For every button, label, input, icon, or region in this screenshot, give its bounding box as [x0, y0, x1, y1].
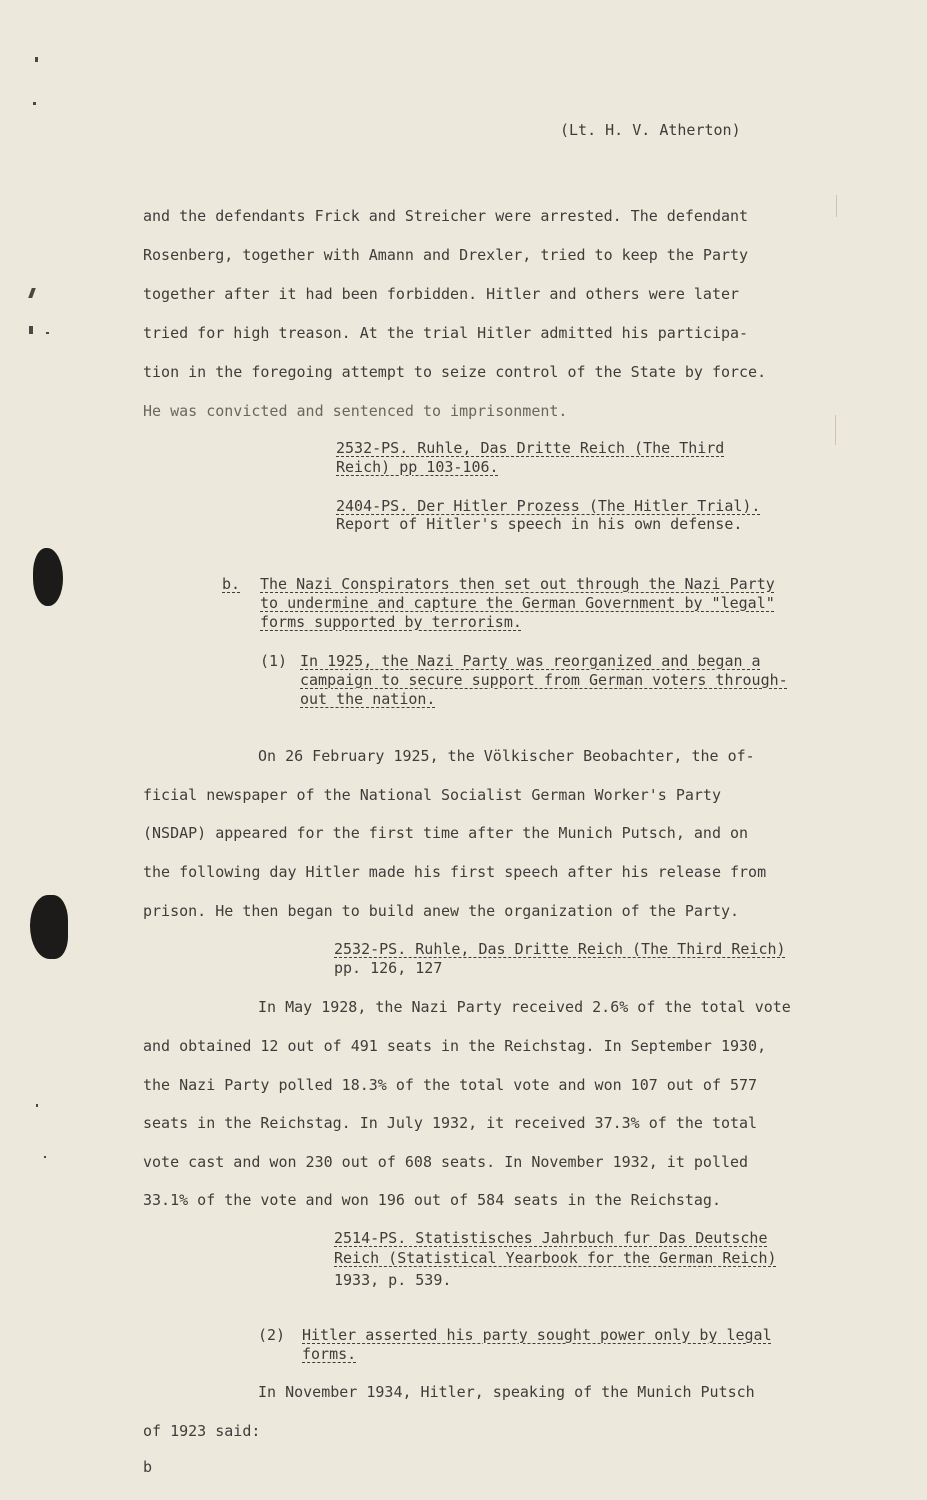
- text-line: the following day Hitler made his first speech after his release from: [143, 863, 767, 881]
- subsection-marker: (1): [260, 652, 288, 670]
- text-line: Rosenberg, together with Amann and Drexler, tried to keep the Party: [143, 246, 749, 264]
- text-line: On 26 February 1925, the Völkischer Beobachter, the of-: [258, 747, 755, 765]
- text-line: of 1923 said:: [143, 1422, 261, 1440]
- text-line: In May 1928, the Nazi Party received 2.6% of the total vote: [258, 998, 791, 1016]
- section-marker: b.: [222, 575, 241, 593]
- text-line: ficial newspaper of the National Socialist German Worker's Party: [143, 786, 721, 804]
- citation-line: 2532-PS. Ruhle, Das Dritte Reich (The Third Reich): [334, 940, 786, 958]
- citation-line: 2532-PS. Ruhle, Das Dritte Reich (The Third: [336, 439, 725, 457]
- margin-dot: [44, 1156, 46, 1158]
- text-line: together after it had been forbidden. Hitler and others were later: [143, 285, 740, 303]
- text-line: and the defendants Frick and Streicher were arrested. The defendant: [143, 207, 749, 225]
- subsection-heading-line: campaign to secure support from German voters through-: [300, 671, 788, 689]
- subsection-marker: (2): [258, 1326, 286, 1344]
- text-line: the Nazi Party polled 18.3% of the total vote and won 107 out of 577: [143, 1076, 758, 1094]
- citation-line: Report of Hitler's speech in his own defense.: [336, 515, 743, 533]
- margin-tick: [28, 288, 36, 298]
- section-heading-line: forms supported by terrorism.: [260, 613, 522, 631]
- page-edge-line: [835, 415, 836, 445]
- section-heading-line: to undermine and capture the German Government by "legal": [260, 594, 775, 612]
- text-line: 33.1% of the vote and won 196 out of 584 seats in the Reichstag.: [143, 1191, 721, 1209]
- text-line: and obtained 12 out of 491 seats in the Reichstag. In September 1930,: [143, 1037, 767, 1055]
- text-line: He was convicted and sentenced to imprisonment.: [143, 402, 568, 420]
- attribution: (Lt. H. V. Atherton): [560, 121, 741, 139]
- text-line: In November 1934, Hitler, speaking of the Munich Putsch: [258, 1383, 755, 1401]
- citation-line: Reich (Statistical Yearbook for the German Reich): [334, 1249, 777, 1267]
- text-line: tion in the foregoing attempt to seize control of the State by force.: [143, 363, 767, 381]
- margin-dot: [36, 1104, 38, 1107]
- margin-tick: [29, 326, 33, 334]
- subsection-heading-line: out the nation.: [300, 690, 436, 708]
- subsection-heading-line: forms.: [302, 1345, 357, 1363]
- citation-line: 2404-PS. Der Hitler Prozess (The Hitler Trial).: [336, 497, 761, 515]
- text-line: vote cast and won 230 out of 608 seats. In November 1932, it polled: [143, 1153, 749, 1171]
- text-line: (NSDAP) appeared for the first time after the Munich Putsch, and on: [143, 824, 749, 842]
- text-line: prison. He then began to build anew the organization of the Party.: [143, 902, 740, 920]
- page-edge-line: [836, 195, 837, 217]
- citation-line: 2514-PS. Statistisches Jahrbuch fur Das Deutsche: [334, 1229, 768, 1247]
- citation-line: Reich) pp 103-106.: [336, 458, 499, 476]
- margin-dot: [33, 102, 36, 105]
- footer-mark: b: [143, 1458, 153, 1476]
- citation-line: pp. 126, 127: [334, 959, 443, 977]
- punch-hole: [30, 895, 68, 959]
- subsection-heading-line: In 1925, the Nazi Party was reorganized and began a: [300, 652, 761, 670]
- text-line: tried for high treason. At the trial Hitler admitted his participa-: [143, 324, 749, 342]
- margin-dot: [46, 332, 49, 334]
- margin-dot: [35, 57, 38, 62]
- subsection-heading-line: Hitler asserted his party sought power only by legal: [302, 1326, 772, 1344]
- citation-line: 1933, p. 539.: [334, 1271, 452, 1289]
- text-line: seats in the Reichstag. In July 1932, it received 37.3% of the total: [143, 1114, 758, 1132]
- section-heading-line: The Nazi Conspirators then set out through the Nazi Party: [260, 575, 775, 593]
- punch-hole: [33, 548, 63, 606]
